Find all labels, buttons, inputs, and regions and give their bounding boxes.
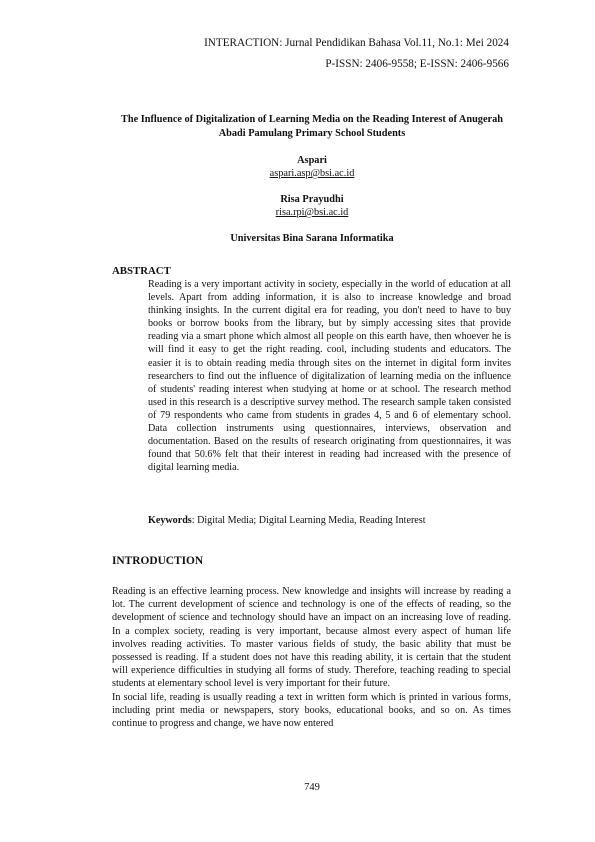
affiliation: Universitas Bina Sarana Informatika bbox=[230, 233, 394, 244]
journal-header: INTERACTION: Jurnal Pendidikan Bahasa Vol.11, No.1: Mei 2024 bbox=[204, 37, 509, 49]
issn-header: P-ISSN: 2406-9558; E-ISSN: 2406-9566 bbox=[325, 58, 509, 70]
author-name-2: Risa Prayudhi bbox=[280, 194, 344, 205]
author-name-1: Aspari bbox=[297, 155, 327, 166]
keywords-label: Keywords bbox=[148, 515, 192, 526]
introduction-paragraph-1: Reading is an effective learning process. New knowledge and insights will increase by reading a lot. The current development of science and technology is one of the effects of reading, so the development of science and technology should have an impact on an increasing love of reading. In a complex society, reading is very important, because almost every aspect of human life involves reading activities. To master various fields of study, the basic ability that must be possessed is reading. If a student does not have this reading ability, it is certain that the student will experience difficulties in studying all forms of study. Therefore, teaching reading to special students at elementary school level is very important for their future. bbox=[112, 586, 511, 690]
abstract-body: Reading is a very important activity in society, especially in the world of education at all levels. Apart from adding information, it is also to increase knowledge and broad thinking insights. In the current digital era for reading, you don't need to have to buy books or borrow books from the library, but by simply accessing sites that provide reading via a smart phone which almost all people on this earth have, then whoever he is will find it easy to get the right reading. cool, including students and educators. The easier it is to obtain reading media through sites on the internet in digital form invites researchers to find out the influence of digitalization of learning media on the influence of students' reading interest when studying at home or at school. The research method used in this research is a descriptive survey method. The research sample taken consisted of 79 respondents who came from students in grades 4, 5 and 6 of elementary school. Data collection instruments using questionnaires, interviews, observation and documentation. Based on the results of research originating from questionnaires, it was found that 50.6% felt that their interest in reading had increased with the presence of digital learning media. bbox=[148, 279, 511, 474]
author-email-2[interactable]: risa.rpi@bsi.ac.id bbox=[275, 207, 349, 218]
paper-title: The Influence of Digitalization of Learning Media on the Reading Interest of Anugerah Abadi Pamulang Primary School Students bbox=[121, 114, 503, 139]
introduction-body bbox=[112, 585, 511, 730]
abstract-heading: ABSTRACT bbox=[112, 265, 171, 277]
title-block bbox=[112, 113, 512, 245]
keywords-list: : Digital Media; Digital Learning Media, Reading Interest bbox=[191, 515, 426, 526]
introduction-paragraph-2: In social life, reading is usually reading a text in written form which is printed in various forms, including print media or newspapers, story books, educational books, and so on. As times continue to progress and change, we have now entered bbox=[112, 691, 511, 730]
page-number: 749 bbox=[304, 782, 320, 793]
keywords-line bbox=[148, 514, 511, 527]
introduction-heading: INTRODUCTION bbox=[112, 555, 204, 567]
author-email-1[interactable]: aspari.asp@bsi.ac.id bbox=[269, 168, 355, 179]
